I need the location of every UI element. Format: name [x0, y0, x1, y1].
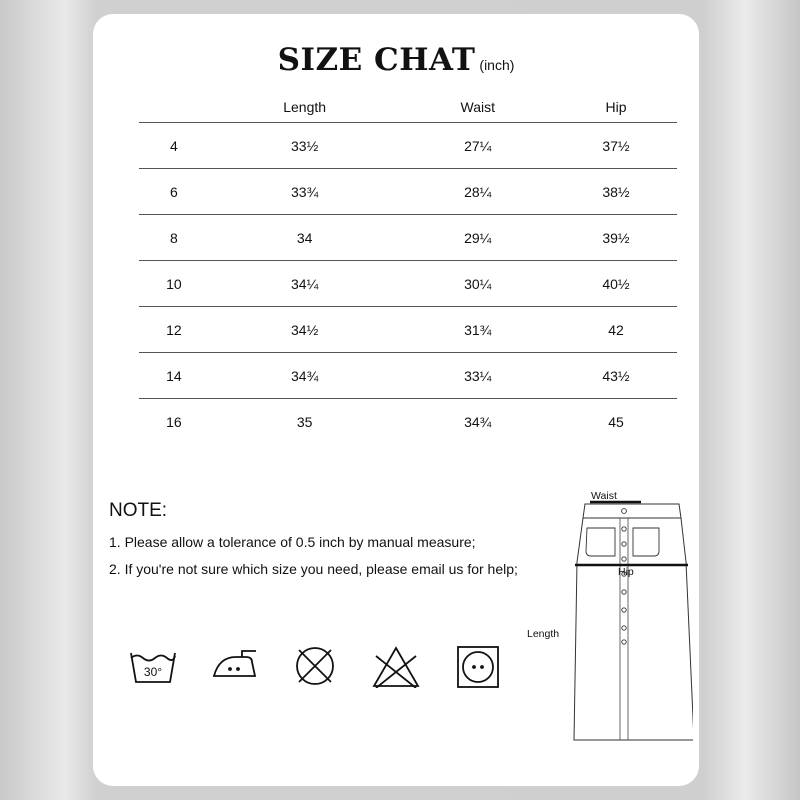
header-waist: Waist [401, 91, 555, 123]
size-cell: 14 [139, 353, 209, 399]
length-cell: 33½ [209, 123, 401, 169]
length-cell: 33¾ [209, 169, 401, 215]
length-label: Length [527, 628, 560, 640]
waist-cell: 31¾ [401, 307, 555, 353]
table-row [139, 215, 677, 261]
table-row [139, 307, 677, 353]
size-table [139, 91, 677, 444]
waist-cell: 27¼ [401, 123, 555, 169]
header-size [139, 91, 209, 123]
header-hip: Hip [555, 91, 677, 123]
hip-cell: 37½ [555, 123, 677, 169]
waist-cell: 34¾ [464, 413, 492, 430]
waist-cell: 33¼ [401, 353, 555, 399]
page-title: SIZE CHAT [277, 42, 476, 78]
hip-label: Hip [618, 566, 634, 578]
note-line-2: 2. If you're not sure which size you need, please email us for help; [109, 561, 518, 577]
length-cell: 34¼ [209, 261, 401, 307]
note-heading: NOTE: [109, 500, 168, 521]
no-bleach-icon [293, 644, 337, 688]
waist-cell: 29¼ [401, 215, 555, 261]
waist-cell: 28¼ [401, 169, 555, 215]
hip-cell: 42 [555, 307, 677, 353]
header-length: Length [209, 91, 401, 123]
table-row [139, 399, 677, 445]
length-cell: 34¾ [209, 353, 401, 399]
size-cell: 10 [139, 261, 209, 307]
table-header-row [139, 91, 677, 123]
table-row [139, 123, 677, 169]
note-line-1: 1. Please allow a tolerance of 0.5 inch by manual measure; [109, 534, 476, 550]
size-chart-card [93, 14, 699, 786]
hip-cell: 40½ [555, 261, 677, 307]
hip-cell: 43½ [555, 353, 677, 399]
wash-30-icon [128, 644, 178, 686]
skirt-illustration [573, 492, 693, 762]
size-cell: 6 [139, 169, 209, 215]
table-row [139, 169, 677, 215]
hip-cell: 38½ [555, 169, 677, 215]
iron-low-icon [210, 644, 260, 686]
measurement-diagram [527, 490, 693, 767]
hip-cell: 45 [608, 413, 624, 430]
title-unit: (inch) [479, 57, 515, 73]
hip-cell: 39½ [555, 215, 677, 261]
tumble-dry-low-icon [455, 644, 501, 690]
title-row [93, 42, 699, 78]
size-cell: 8 [139, 215, 209, 261]
waist-label: Waist [591, 490, 617, 502]
size-cell: 12 [139, 307, 209, 353]
length-cell: 34 [209, 215, 401, 261]
length-cell: 34½ [209, 307, 401, 353]
table-row [139, 261, 677, 307]
length-cell: 35 [296, 413, 313, 430]
size-cell: 4 [139, 123, 209, 169]
no-tumble-dry-icon [372, 644, 420, 688]
wash-temperature: 30° [143, 665, 163, 679]
size-cell: 16 [166, 413, 182, 430]
waist-cell: 30¼ [401, 261, 555, 307]
table-row [139, 353, 677, 399]
